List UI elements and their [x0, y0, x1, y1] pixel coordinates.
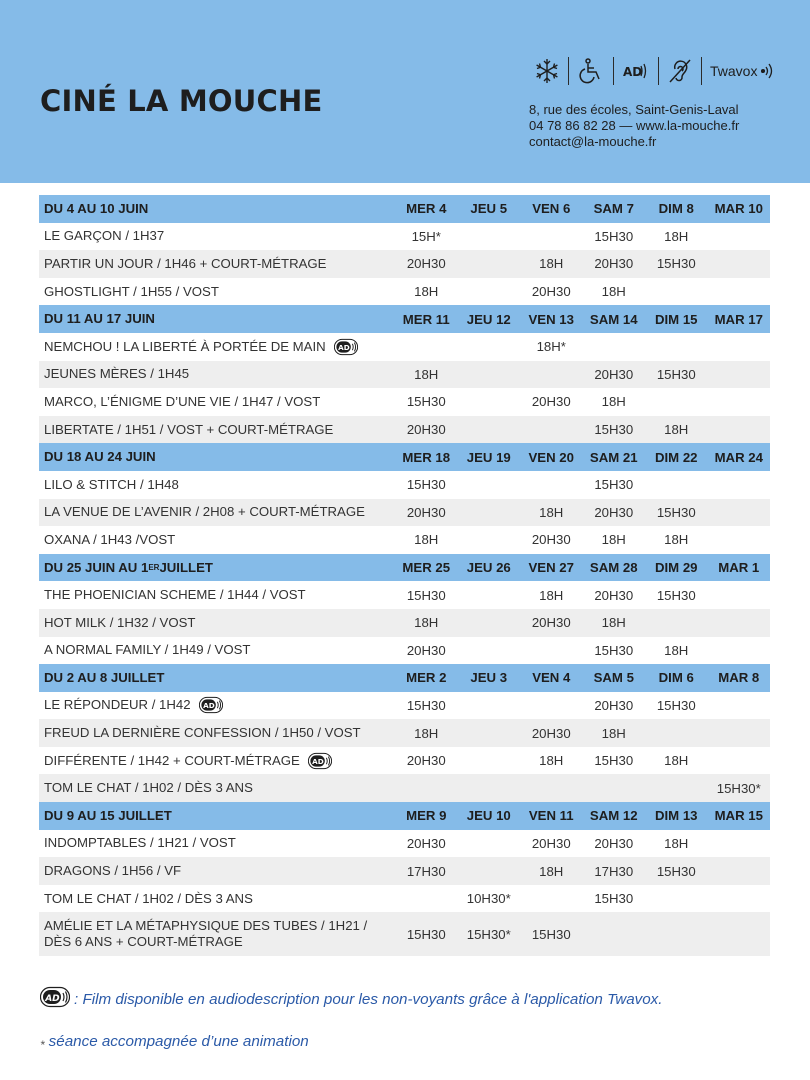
- film-title-cell: [39, 615, 395, 631]
- address: 8, rue des écoles, Saint-Genis-Laval: [529, 102, 739, 117]
- film-title-cell: [39, 918, 395, 950]
- day-header: DIM 29: [654, 560, 698, 576]
- film-title: INDOMPTABLES / 1H21 / VOST: [44, 835, 236, 851]
- day-header: MAR 17: [714, 311, 763, 327]
- showtime-cell: 20H30: [406, 642, 446, 658]
- film-title-cell: [39, 284, 395, 300]
- showtime-cell: 15H30*: [716, 780, 761, 796]
- week-header-row: [39, 305, 770, 333]
- film-title-cell: [39, 422, 395, 438]
- showtime-cell: 20H30: [594, 366, 634, 382]
- showtime-cell: 17H30: [406, 863, 446, 879]
- showtime-cell: 15H30: [656, 366, 696, 382]
- header-banner: [0, 0, 810, 183]
- showtime-cell: 15H30: [656, 863, 696, 879]
- day-header: MER 2: [406, 670, 447, 686]
- film-title: LE GARÇON / 1H37: [44, 228, 165, 244]
- day-header: DIM 22: [654, 449, 698, 465]
- film-row: [39, 885, 770, 913]
- film-title: LILO & STITCH / 1H48: [44, 476, 179, 492]
- film-row: [39, 278, 770, 306]
- day-header: SAM 5: [593, 670, 634, 686]
- week-range-label: [39, 311, 395, 327]
- day-header: JEU 26: [466, 560, 511, 576]
- day-header: JEU 12: [466, 311, 511, 327]
- film-title-cell: [39, 863, 395, 879]
- film-title-cell: [39, 366, 395, 382]
- showtime-cell: 18H: [539, 504, 564, 520]
- day-header: SAM 28: [589, 560, 638, 576]
- film-title: FREUD LA DERNIÈRE CONFESSION / 1H50 / VOST: [44, 725, 361, 741]
- showtime-cell: 20H30: [531, 835, 571, 851]
- film-row: [39, 471, 770, 499]
- showtime-cell: 15H30: [594, 642, 634, 658]
- film-row: [39, 774, 770, 802]
- film-title-cell: [39, 891, 395, 907]
- week-range-text: DU 9 AU 15 JUILLET: [44, 807, 172, 823]
- day-header: VEN 20: [528, 449, 574, 465]
- week-header-row: [39, 554, 770, 582]
- showtime-cell: 20H30: [531, 615, 571, 631]
- day-header: SAM 14: [589, 311, 638, 327]
- showtime-cell: 15H30: [531, 926, 571, 942]
- day-header: VEN 4: [532, 670, 571, 686]
- film-row: [39, 581, 770, 609]
- showtime-cell: 18H: [664, 642, 689, 658]
- day-header: JEU 19: [466, 449, 511, 465]
- audio-description-icon: [308, 752, 332, 770]
- day-header: SAM 21: [589, 449, 638, 465]
- audio-description-badge-icon: [40, 986, 70, 1012]
- legend-star-text: séance accompagnée d’une animation: [48, 1033, 309, 1050]
- day-header: MAR 1: [718, 560, 760, 576]
- day-header: MER 18: [402, 449, 451, 465]
- svg-text:AD: AD: [45, 994, 60, 1004]
- showtime-cell: 18H: [601, 284, 626, 300]
- film-title: TOM LE CHAT / 1H02 / DÈS 3 ANS: [44, 890, 253, 906]
- showtime-cell: 20H30: [594, 587, 634, 603]
- film-row: [39, 719, 770, 747]
- showtime-cell: 15H30: [594, 891, 634, 907]
- week-range-text: DU 25 JUIN AU 1: [44, 559, 149, 575]
- film-title: LA VENUE DE L’AVENIR / 2H08 + COURT-MÉTRAGE: [44, 504, 365, 520]
- film-row: [39, 637, 770, 665]
- accessibility-icons: [526, 54, 775, 88]
- cinema-title: CINÉ LA MOUCHE: [40, 84, 323, 118]
- showtime-cell: 20H30: [594, 256, 634, 272]
- audio-description-icon: [334, 338, 358, 356]
- film-row: [39, 361, 770, 389]
- svg-text:AD: AD: [337, 342, 350, 352]
- showtime-cell: 15H*: [411, 228, 441, 244]
- day-header: JEU 3: [470, 670, 508, 686]
- day-header: MER 4: [406, 201, 447, 217]
- showtime-cell: 18H: [601, 615, 626, 631]
- showtime-cell: 15H30: [656, 504, 696, 520]
- showtime-cell: 18H: [414, 284, 439, 300]
- film-row: [39, 223, 770, 251]
- legend-audiodescription: [40, 986, 663, 1012]
- film-title-cell: [39, 587, 395, 603]
- showtime-cell: 20H30: [594, 835, 634, 851]
- showtime-cell: 15H30: [406, 394, 446, 410]
- showtime-cell: 20H30: [406, 753, 446, 769]
- day-header: VEN 6: [532, 201, 571, 217]
- showtime-cell: 15H30: [656, 697, 696, 713]
- film-title-cell: [39, 338, 395, 356]
- film-row: [39, 416, 770, 444]
- week-header-row: [39, 195, 770, 223]
- showtime-cell: 10H30*: [466, 891, 511, 907]
- showtime-cell: 15H30: [406, 587, 446, 603]
- film-title: A NORMAL FAMILY / 1H49 / VOST: [44, 642, 251, 658]
- day-header: DIM 6: [658, 670, 694, 686]
- day-header: DIM 13: [654, 808, 698, 824]
- showtime-cell: 20H30: [406, 422, 446, 438]
- legend-animation: [40, 1033, 309, 1050]
- film-title: OXANA / 1H43 /VOST: [44, 531, 176, 547]
- showtime-cell: 18H: [414, 366, 439, 382]
- showtime-cell: 18H: [414, 725, 439, 741]
- film-title: PARTIR UN JOUR / 1H46 + COURT-MÉTRAGE: [44, 255, 327, 271]
- showtime-cell: 15H30: [594, 753, 634, 769]
- day-header: DIM 15: [654, 311, 698, 327]
- showtime-cell: 18H: [601, 394, 626, 410]
- film-row: [39, 526, 770, 554]
- film-title-cell: [39, 780, 395, 796]
- week-range-text-end: JUILLET: [159, 559, 213, 575]
- showtime-cell: 20H30: [406, 504, 446, 520]
- film-title-cell: [39, 725, 395, 741]
- day-header: MAR 24: [714, 449, 763, 465]
- showtime-cell: 15H30: [406, 477, 446, 493]
- film-title-cell: [39, 504, 395, 520]
- film-title: TOM LE CHAT / 1H02 / DÈS 3 ANS: [44, 780, 253, 796]
- film-title: LIBERTATE / 1H51 / VOST + COURT-MÉTRAGE: [44, 421, 334, 437]
- week-range-label: [39, 560, 395, 576]
- week-header-row: [39, 802, 770, 830]
- film-title-cell: [39, 228, 395, 244]
- day-header: SAM 12: [589, 808, 638, 824]
- legend-ad-text: : Film disponible en audiodescription pour les non-voyants grâce à l'application Twavox.: [74, 990, 663, 1008]
- showtime-cell: 20H30: [531, 725, 571, 741]
- showtime-cell: 20H30: [406, 835, 446, 851]
- week-range-label: [39, 670, 395, 686]
- day-header: MAR 15: [714, 808, 763, 824]
- film-title: LE RÉPONDEUR / 1H42: [44, 697, 191, 713]
- showtime-cell: 15H30: [594, 477, 634, 493]
- showtime-cell: 15H30: [594, 422, 634, 438]
- showtime-cell: 18H: [539, 587, 564, 603]
- day-header: SAM 7: [593, 201, 634, 217]
- audio-description-icon: [199, 696, 223, 714]
- showtime-cell: 20H30: [531, 532, 571, 548]
- film-row: [39, 830, 770, 858]
- contact-block: [529, 102, 739, 150]
- week-range-superscript: ER: [148, 562, 160, 572]
- day-header: VEN 13: [528, 311, 574, 327]
- day-header: JEU 10: [466, 808, 511, 824]
- phone-website: 04 78 86 82 28 — www.la-mouche.fr: [529, 118, 740, 133]
- week-range-text: DU 2 AU 8 JUILLET: [44, 669, 165, 685]
- week-range-label: [39, 808, 395, 824]
- film-title: DRAGONS / 1H56 / VF: [44, 863, 182, 879]
- film-title-cell: [39, 696, 395, 714]
- film-title-cell: [39, 394, 395, 410]
- film-row: [39, 333, 770, 361]
- showtime-cell: 20H30: [594, 504, 634, 520]
- film-title-cell: [39, 752, 395, 770]
- day-header: MER 11: [402, 311, 450, 327]
- twavox-icon: [702, 62, 775, 80]
- showtime-cell: 18H*: [536, 339, 566, 355]
- day-header: VEN 27: [528, 560, 574, 576]
- film-row: [39, 609, 770, 637]
- showtime-cell: 18H: [601, 725, 626, 741]
- showtime-cell: 15H30: [656, 256, 696, 272]
- film-title-cell: [39, 532, 395, 548]
- svg-text:AD: AD: [312, 756, 324, 766]
- showtime-cell: 18H: [539, 753, 564, 769]
- film-title: NEMCHOU ! LA LIBERTÉ À PORTÉE DE MAIN: [44, 338, 326, 354]
- film-title: AMÉLIE ET LA MÉTAPHYSIQUE DES TUBES / 1H21 / DÈS 6 ANS + COURT-MÉTRAGE: [44, 918, 368, 950]
- showtime-cell: 15H30*: [466, 926, 511, 942]
- showtime-cell: 15H30: [594, 228, 634, 244]
- film-row: [39, 250, 770, 278]
- week-range-label: [39, 201, 395, 217]
- film-title-cell: [39, 642, 395, 658]
- film-title-cell: [39, 477, 395, 493]
- film-title-cell: [39, 835, 395, 851]
- film-row: [39, 388, 770, 416]
- snowflake-icon: [526, 54, 568, 88]
- film-title: THE PHOENICIAN SCHEME / 1H44 / VOST: [44, 587, 306, 603]
- film-title: GHOSTLIGHT / 1H55 / VOST: [44, 283, 219, 299]
- schedule-table: [39, 195, 770, 956]
- day-header: MER 25: [402, 560, 451, 576]
- day-header: MER 9: [406, 808, 447, 824]
- showtime-cell: 17H30: [594, 863, 634, 879]
- showtime-cell: 15H30: [406, 697, 446, 713]
- film-title: HOT MILK / 1H32 / VOST: [44, 614, 196, 630]
- week-range-text: DU 11 AU 17 JUIN: [44, 311, 155, 327]
- asterisk-symbol: *: [40, 1037, 45, 1052]
- showtime-cell: 18H: [664, 422, 689, 438]
- showtime-cell: 20H30: [531, 284, 571, 300]
- svg-text:AD: AD: [202, 701, 215, 711]
- showtime-cell: 18H: [664, 532, 689, 548]
- week-range-label: [39, 449, 395, 465]
- film-row: [39, 499, 770, 527]
- film-title: MARCO, L’ÉNIGME D’UNE VIE / 1H47 / VOST: [44, 393, 321, 409]
- showtime-cell: 18H: [664, 835, 689, 851]
- showtime-cell: 18H: [414, 615, 439, 631]
- hearing-icon: [659, 54, 701, 88]
- showtime-cell: 15H30: [656, 587, 696, 603]
- day-header: DIM 8: [658, 201, 694, 217]
- day-header: MAR 10: [714, 201, 763, 217]
- film-title: DIFFÉRENTE / 1H42 + COURT-MÉTRAGE: [44, 752, 300, 768]
- email: contact@la-mouche.fr: [529, 134, 657, 149]
- showtime-cell: 15H30: [406, 926, 446, 942]
- week-header-row: [39, 664, 770, 692]
- twavox-label: Twavox: [710, 63, 758, 79]
- film-row: [39, 692, 770, 720]
- film-row: [39, 747, 770, 775]
- showtime-cell: 18H: [539, 863, 564, 879]
- day-header: JEU 5: [470, 201, 508, 217]
- showtime-cell: 20H30: [531, 394, 571, 410]
- day-header: VEN 11: [528, 808, 574, 824]
- showtime-cell: 20H30: [594, 697, 634, 713]
- film-title-cell: [39, 256, 395, 272]
- showtime-cell: 18H: [664, 228, 689, 244]
- showtime-cell: 18H: [539, 256, 564, 272]
- showtime-cell: 18H: [601, 532, 626, 548]
- svg-text:AD: AD: [623, 65, 643, 79]
- audio-description-icon: [614, 54, 658, 88]
- week-header-row: [39, 443, 770, 471]
- showtime-cell: 18H: [664, 753, 689, 769]
- film-row: [39, 857, 770, 885]
- week-range-text: DU 4 AU 10 JUIN: [44, 200, 149, 216]
- day-header: MAR 8: [718, 670, 760, 686]
- showtime-cell: 18H: [414, 532, 439, 548]
- film-row: [39, 912, 770, 956]
- week-range-text: DU 18 AU 24 JUIN: [44, 449, 156, 465]
- showtime-cell: 20H30: [406, 256, 446, 272]
- film-title: JEUNES MÈRES / 1H45: [44, 366, 190, 382]
- wheelchair-icon: [569, 54, 613, 88]
